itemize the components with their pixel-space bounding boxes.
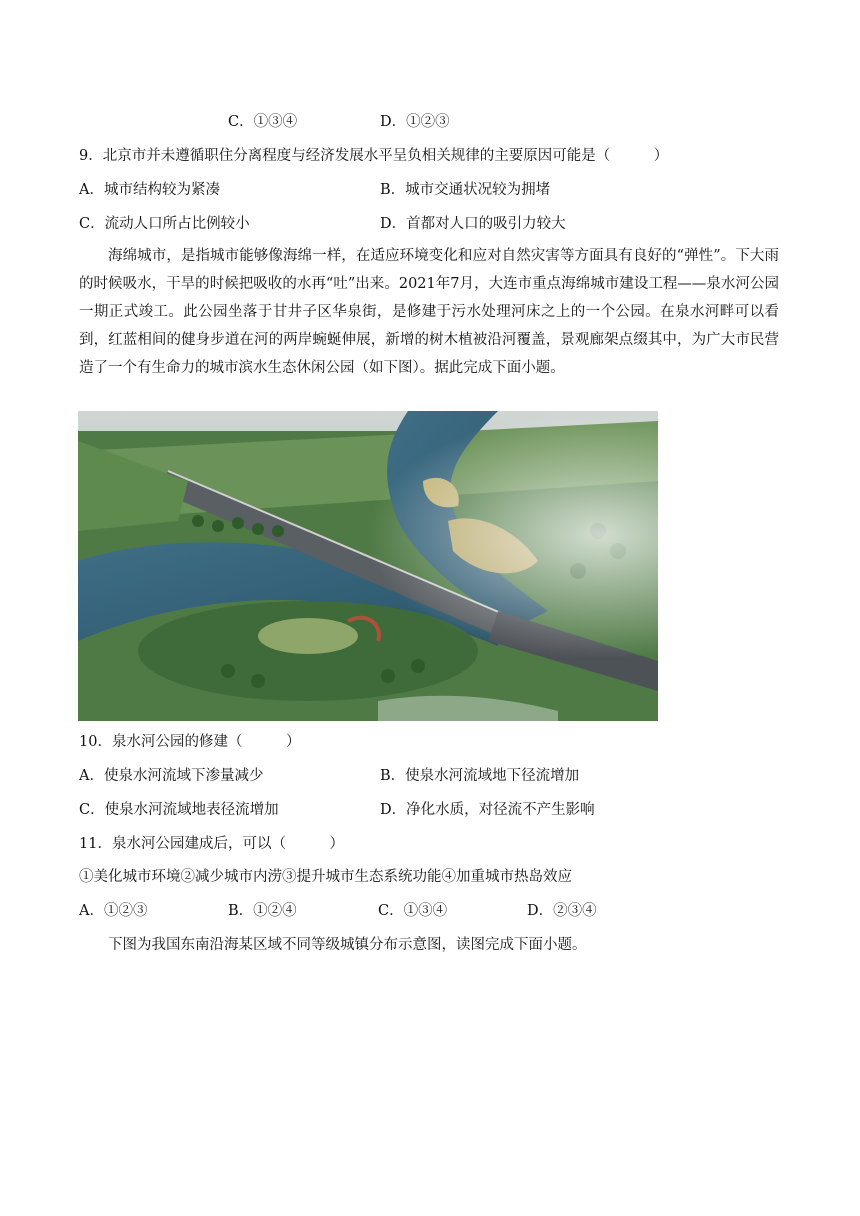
q11-option-c: C．①③④ bbox=[378, 903, 448, 919]
q10-option-a: A．使泉水河流域下渗量减少 bbox=[79, 768, 264, 784]
q9-option-a: A．城市结构较为紧凑 bbox=[79, 182, 220, 198]
q11-stem: 11．泉水河公园建成后，可以（ ） bbox=[79, 836, 344, 852]
q11-option-d: D．②③④ bbox=[527, 903, 597, 919]
q10-option-b: B．使泉水河流域地下径流增加 bbox=[380, 768, 580, 784]
q9-option-b: B．城市交通状况较为拥堵 bbox=[380, 182, 551, 198]
park-aerial-photo bbox=[78, 411, 658, 721]
q9-option-c: C．流动人口所占比例较小 bbox=[79, 216, 250, 232]
q10-stem: 10．泉水河公园的修建（ ） bbox=[79, 734, 301, 750]
q11-items: ①美化城市环境②减少城市内涝③提升城市生态系统功能④加重城市热岛效应 bbox=[79, 869, 572, 885]
q10-option-c: C．使泉水河流域地表径流增加 bbox=[79, 802, 279, 818]
q11-option-a: A．①②③ bbox=[79, 903, 148, 919]
passage-text: 海绵城市，是指城市能够像海绵一样，在适应环境变化和应对自然灾害等方面具有良好的“弹性”。下大雨的时候吸水，干旱的时候把吸收的水再“吐”出来。2021年7月，大连市重点海绵城市建设工程——泉水河公园一期正式竣工。此公园坐落于甘井子区华泉街，是修建于污水处理河床之上的一个公园。在泉水河畔可以看到，红蓝相间的健身步道在河的两岸蜿蜒伸展，新增的树木植被沿河覆盖，景观廊架点缀其中，为广大市民营造了一个有生命力的城市滨水生态休闲公园（如下图）。据此完成下面小题。 bbox=[79, 248, 779, 376]
q8-option-c: C．①③④ bbox=[228, 114, 298, 130]
q10-option-d: D．净化水质，对径流不产生影响 bbox=[380, 802, 595, 818]
q11-option-b: B．①②④ bbox=[228, 903, 297, 919]
next-section-intro: 下图为我国东南沿海某区域不同等级城镇分布示意图，读图完成下面小题。 bbox=[108, 937, 587, 953]
passage-block bbox=[79, 242, 779, 382]
q9-option-d: D．首都对人口的吸引力较大 bbox=[380, 216, 566, 232]
q8-option-d: D．①②③ bbox=[380, 114, 450, 130]
q9-stem: 9．北京市并未遵循职住分离程度与经济发展水平呈负相关规律的主要原因可能是（ ） bbox=[79, 148, 669, 164]
